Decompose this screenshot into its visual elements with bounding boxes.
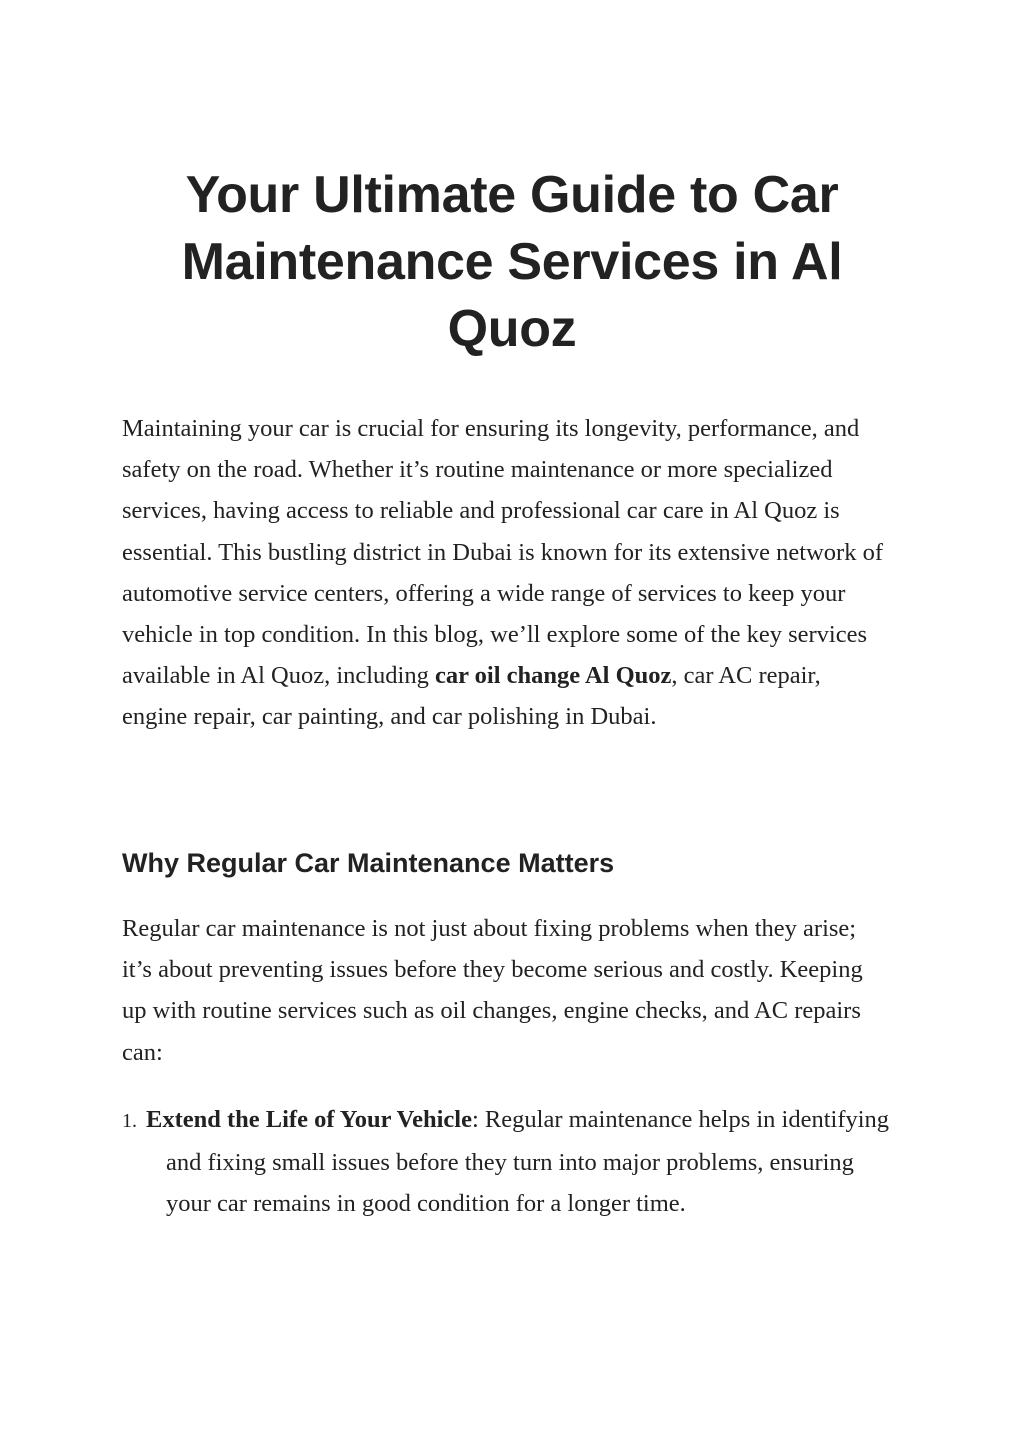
list-item [122, 1099, 902, 1225]
intro-paragraph [122, 408, 892, 738]
list-item-title: Extend the Life of Your Vehicle [146, 1106, 472, 1133]
benefits-list [122, 1099, 902, 1225]
intro-text-before-bold: Maintaining your car is crucial for ensuring its longevity, performance, and safety on the road. Whether it’s routine maintenance or more specialized services, having access to reliable and professional car care in Al Quoz is essential. This bustling district in Dubai is known for its extensive network of automotive service centers, offering a wide range of services to keep your vehicle in top condition. In this blog, we’ll explore some of the key services available in Al Quoz, including [122, 415, 883, 690]
document-title: Your Ultimate Guide to Car Maintenance Services in Al Quoz [181, 166, 843, 358]
section-heading: Why Regular Car Maintenance Matters [122, 848, 615, 878]
section-paragraph: Regular car maintenance is not just about fixing problems when they arise; it’s about preventing issues before they become serious and costly. Keeping up with routine services such as oil changes, engine checks, and AC repairs can: [122, 915, 863, 1066]
list-item-number: 1. [122, 1110, 137, 1132]
intro-bold-keyword: car oil change Al Quoz [435, 662, 672, 690]
intro-text-after-bold: , car AC repair, engine repair, car painting, and car polishing in Dubai. [122, 662, 821, 731]
list-item-text: : Regular maintenance helps in identifying and fixing small issues before they turn into major problems, ensuring your car remains in good condition for a longer time. [166, 1106, 890, 1218]
